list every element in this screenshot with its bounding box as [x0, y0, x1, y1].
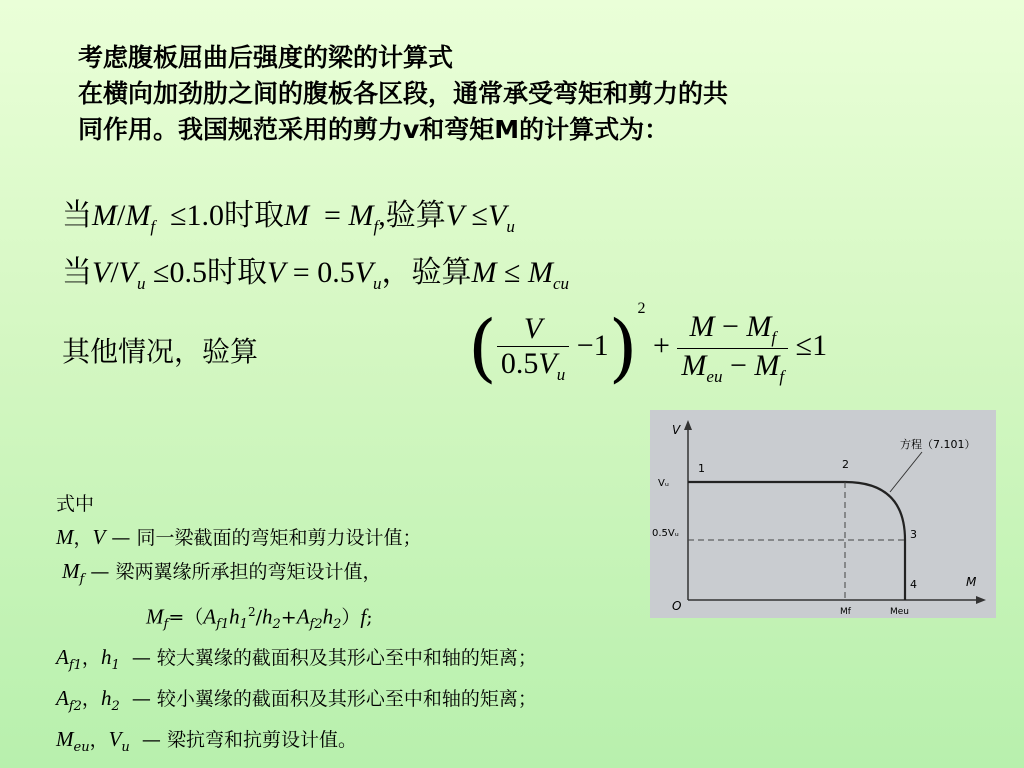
point-2: 2 [842, 458, 849, 471]
point-3: 3 [910, 528, 917, 541]
interaction-curve [688, 482, 905, 600]
symbol-row-af1: $A_{f1}$，$h_1$ — 较大翼缘的截面积及其形心至中和轴的矩离； [56, 644, 537, 673]
label-v: V [672, 423, 681, 437]
symbols-title: 式中 [56, 493, 95, 515]
coef-0-5: 0.5 [500, 346, 539, 380]
symbol-row-mf-def: $M_f=(A_{f1}h_1^2/h_2+A_{f2}h_2)f$; [146, 604, 373, 632]
fraction-m: $\frac{M - M_f}{M_{eu} - M_f}$ [677, 310, 788, 387]
v-axis-arrow [684, 420, 692, 430]
heading-line-1: 考虑腹板屈曲后强度的梁的计算式 [78, 43, 454, 72]
symbol-definitions [56, 488, 537, 763]
right-paren: ) [608, 305, 638, 392]
label-origin: O [672, 599, 682, 613]
label-vu: Vᵤ [658, 478, 669, 489]
word-check: ,验算 [378, 199, 446, 232]
heading [78, 40, 728, 148]
word-take: 时取 [206, 256, 267, 289]
heading-line-2: 在横向加劲肋之间的腹板各区段，通常承受弯矩和剪力的共 [78, 79, 729, 108]
threshold-1: 1.0 [186, 199, 225, 232]
label-equation: 方程（7.101） [900, 438, 976, 451]
coef-0-5: 0.5 [317, 256, 355, 289]
condition-2-formula: 当$V/V_u \le 0.5$时取$V = 0.5V_u$，验算$M \le M_{cu}$ [62, 256, 570, 293]
condition-1-formula: 当$M/M_f \le 1.0$时取$M = M_f$,验算$V \le V_u$ [62, 199, 515, 236]
point-1: 1 [698, 462, 705, 475]
exponent-2: 2 [637, 300, 646, 317]
symbol-row-af2: $A_{f2}$，$h_2$ — 较小翼缘的截面积及其形心至中和轴的矩离； [56, 685, 537, 714]
word-when: 当 [62, 256, 92, 289]
m-axis-arrow [976, 596, 986, 604]
label-half-vu: 0.5Vᵤ [652, 528, 679, 539]
label-m: M [966, 575, 977, 589]
symbol-row-meu: $M_{eu}$，$V_u$ — 梁抗弯和抗剪设计值。 [56, 726, 357, 755]
interaction-formula: ( $\frac{V}{0.5V_u}$ −1)$^2$ + $\frac{M - M_f}{M_{eu} - M_f}$ ≤1 [468, 300, 828, 392]
bound-one: 1 [812, 329, 828, 362]
interaction-curve-figure [650, 410, 996, 618]
minus-one: 1 [593, 329, 609, 362]
label-meu: Meu [890, 607, 910, 617]
heading-line-3: 同作用。我国规范采用的剪力v和弯矩M的计算式为： [78, 115, 670, 144]
interaction-curve-svg [650, 410, 996, 618]
point-4: 4 [910, 578, 917, 591]
label-mf: Mf [840, 607, 851, 617]
equation-leader-line [890, 452, 922, 492]
word-when: 当 [62, 199, 92, 232]
other-case-label: 其他情况，验算 [62, 335, 259, 368]
symbol-row-m-v: M，V — 同一梁截面的弯矩和剪力设计值； [56, 525, 422, 549]
word-check: ，验算 [381, 256, 472, 289]
left-paren: ( [468, 305, 497, 392]
threshold-2: 0.5 [169, 256, 207, 289]
symbol-row-mf: $M_f$ — 梁两翼缘所承担的弯矩设计值， [62, 559, 382, 587]
fraction-v: $\frac{V}{0.5V_u}$ [497, 312, 569, 385]
word-take: 时取 [224, 199, 285, 232]
